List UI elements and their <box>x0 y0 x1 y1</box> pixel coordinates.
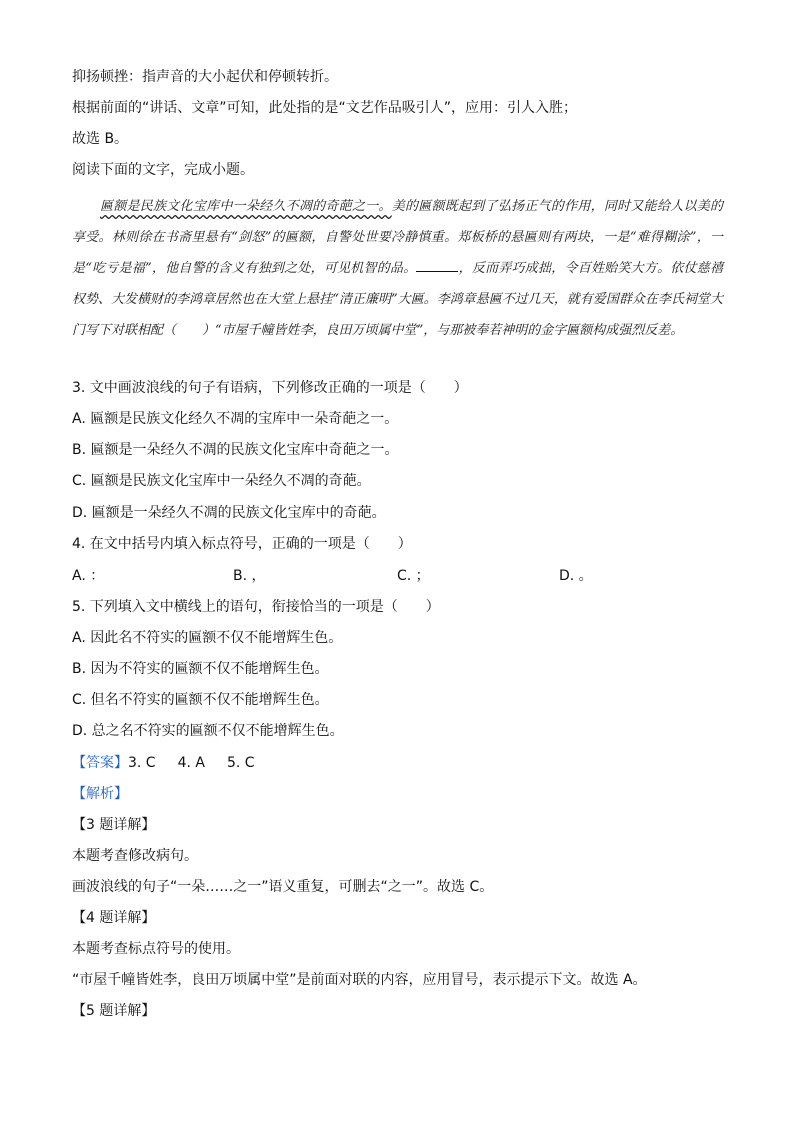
detail-5-title: 【5 题详解】 <box>72 1003 156 1019</box>
explanation-line-3: 故选 B。 <box>72 131 129 147</box>
question-4-option-a: A. ： <box>72 568 105 584</box>
question-3-option-c: C. 匾额是民族文化宝库中一朵经久不凋的奇葩。 <box>72 473 371 489</box>
passage-text-part-1: 美的匾额既起到了弘扬正气的作用，同时又能给人以美的享受。林则徐在书斋里悬有“剑怒”的匾额，自警处世要冷静慎重。郑板桥的悬匾则有两块，一是“难得糊涂”，一是“吃亏是福”，他自警的含义有独到之处，可见机智的品。 <box>72 199 723 276</box>
question-5-stem: 5. 下列填入文中横线上的语句，衔接恰当的一项是（ ） <box>72 599 440 615</box>
answer-5: 5. C <box>226 755 255 771</box>
answer-3: 3. C <box>128 755 156 771</box>
answer-line <box>72 754 255 772</box>
detail-3-title: 【3 题详解】 <box>72 817 156 833</box>
question-3-option-a: A. 匾额是民族文化经久不凋的宝库中一朵奇葩之一。 <box>72 411 399 427</box>
question-4-option-b: B. ， <box>233 568 266 584</box>
question-5-option-b: B. 因为不符实的匾额不仅不能增辉生色。 <box>72 661 329 677</box>
answer-label: 【答案】 <box>72 755 128 771</box>
question-4-option-d: D. 。 <box>559 568 593 584</box>
detail-3-line-2: 画波浪线的句子“一朵……之一”语义重复，可删去“之一”。故选 C。 <box>72 879 494 895</box>
question-4-stem: 4. 在文中括号内填入标点符号，正确的一项是（ ） <box>72 536 412 552</box>
question-3-option-b: B. 匾额是一朵经久不凋的民族文化宝库中奇葩之一。 <box>72 442 399 458</box>
question-3-option-d: D. 匾额是一朵经久不凋的民族文化宝库中的奇葩。 <box>72 505 386 521</box>
question-5-option-d: D. 总之名不符实的匾额不仅不能增辉生色。 <box>72 723 344 739</box>
fill-in-blank <box>416 259 458 272</box>
passage-text-part-2: ，反而弄巧成拙，令百姓贻笑大方。依仗慈禧权势、大发横财的李鸿章居然也在大堂上悬挂“清正廉明”大匾。李鸿章悬匾不过几天，就有爱国群众在李氏祠堂大门写下对联相配（ ）“市屋千幢皆姓李，良田万顷属中堂”，与那被奉若神明的金字匾额构成强烈反差。 <box>72 261 723 338</box>
detail-4-title: 【4 题详解】 <box>72 910 156 926</box>
question-4-option-c: C. ； <box>397 568 430 584</box>
reading-instruction: 阅读下面的文字，完成小题。 <box>72 162 254 178</box>
question-3-stem: 3. 文中画波浪线的句子有语病，下列修改正确的一项是（ ） <box>72 380 468 396</box>
detail-4-line-2: “市屋千幢皆姓李，良田万顷属中堂”是前面对联的内容，应用冒号，表示提示下文。故选 A。 <box>72 972 647 988</box>
question-5-option-a: A. 因此名不符实的匾额不仅不能增辉生色。 <box>72 630 343 646</box>
detail-3-line-1: 本题考查修改病句。 <box>72 848 198 864</box>
question-5-option-c: C. 但名不符实的匾额不仅不能增辉生色。 <box>72 692 329 708</box>
wavy-underlined-sentence: 匾额是民族文化宝库中一朵经久不凋的奇葩之一。 <box>100 199 392 214</box>
answer-4: 4. A <box>177 755 205 771</box>
detail-4-line-1: 本题考查标点符号的使用。 <box>72 941 240 957</box>
explanation-line-1: 抑扬顿挫：指声音的大小起伏和停顿转折。 <box>72 69 338 85</box>
explanation-line-2: 根据前面的“讲话、文章”可知，此处指的是“文艺作品吸引人”，应用：引人入胜； <box>72 100 578 116</box>
analysis-label: 【解析】 <box>72 786 128 802</box>
reading-passage <box>72 191 723 346</box>
